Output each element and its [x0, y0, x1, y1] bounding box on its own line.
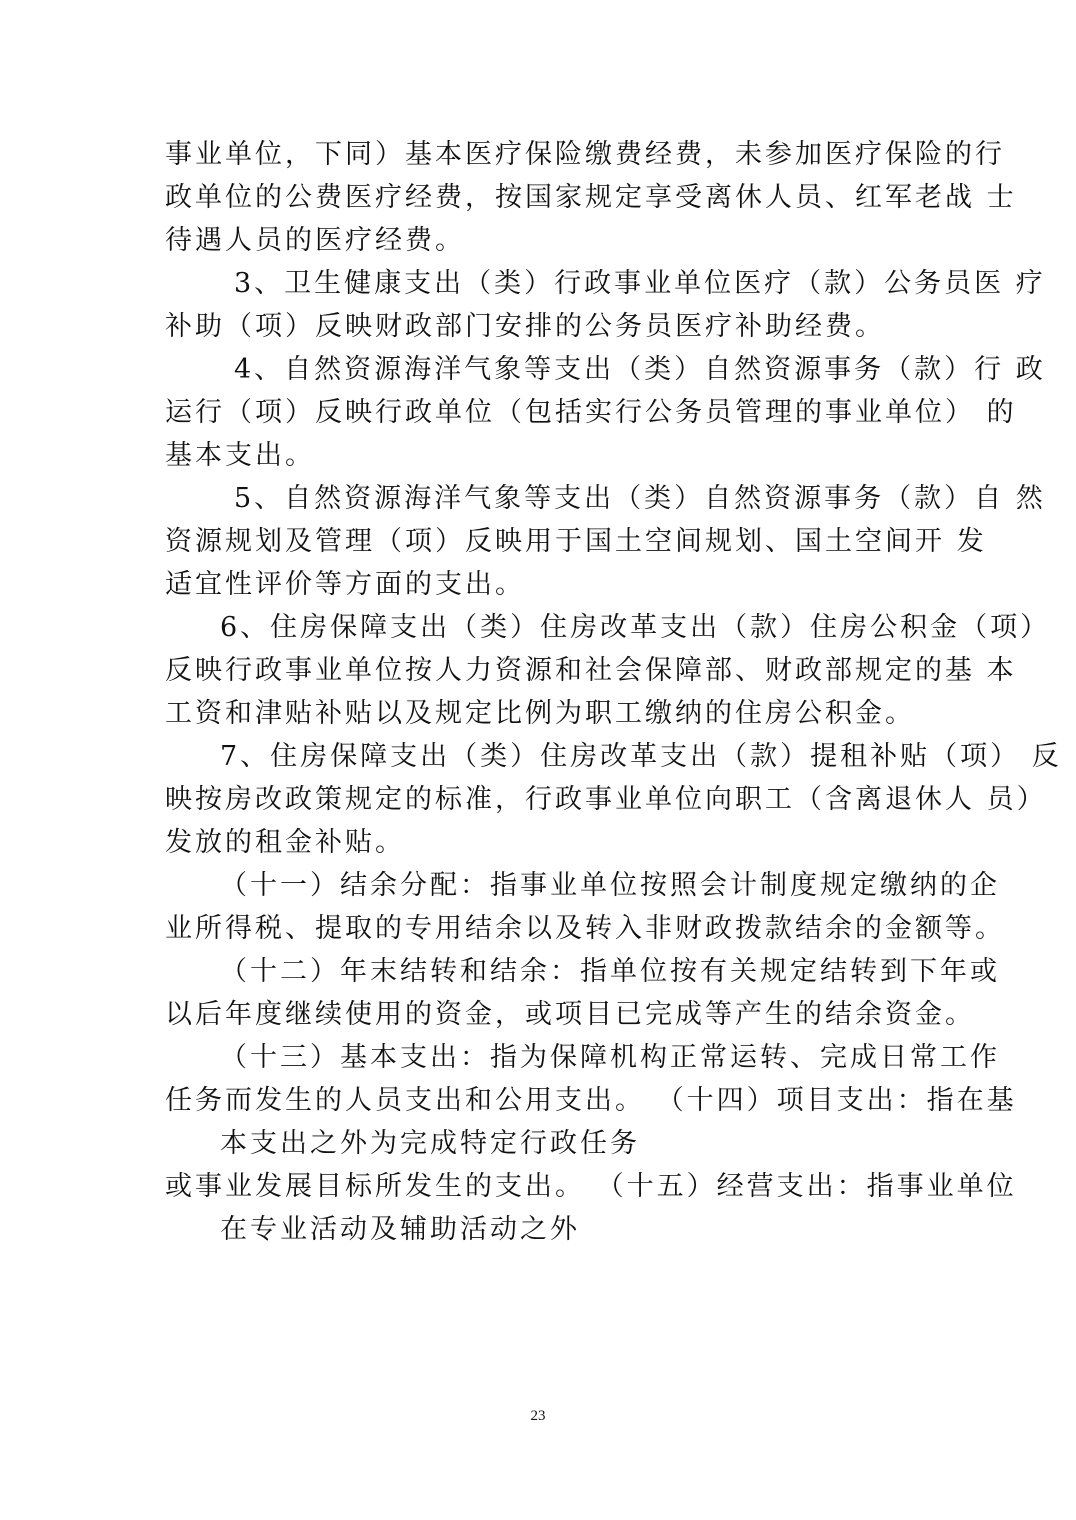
- text-line: 业所得税、提取的专用结余以及转入非财政拨款结余的金额等。: [165, 913, 1005, 944]
- text-line: 6、住房保障支出（类）住房改革支出（款）住房公积金（项）: [220, 612, 1051, 643]
- text-line: （十二）年末结转和结余：指单位按有关规定结转到下年或: [220, 956, 1000, 987]
- text-line: 基本支出。: [165, 440, 315, 471]
- text-line: 或事业发展目标所发生的支出。 （十五）经营支出：指事业单位: [165, 1171, 1017, 1202]
- text-line: 政单位的公费医疗经费，按国家规定享受离休人员、红军老战 士: [165, 182, 1017, 213]
- text-line: 补助（项）反映财政部门安排的公务员医疗补助经费。: [165, 311, 885, 342]
- text-line: 资源规划及管理（项）反映用于国土空间规划、国土空间开 发: [165, 526, 987, 557]
- text-line: 适宜性评价等方面的支出。: [165, 569, 525, 600]
- text-line: 事业单位，下同）基本医疗保险缴费经费，未参加医疗保险的行: [165, 139, 1005, 170]
- text-line: 发放的租金补贴。: [165, 827, 405, 858]
- text-line: 反映行政事业单位按人力资源和社会保障部、财政部规定的基 本: [165, 655, 1017, 686]
- text-line: 待遇人员的医疗经费。: [165, 225, 465, 256]
- text-line: 任务而发生的人员支出和公用支出。 （十四）项目支出：指在基: [165, 1085, 1017, 1116]
- text-line: 7、住房保障支出（类）住房改革支出（款）提租补贴（项） 反: [220, 741, 1062, 772]
- text-line: （十三）基本支出：指为保障机构正常运转、完成日常工作: [220, 1042, 1000, 1073]
- text-line: 工资和津贴补贴以及规定比例为职工缴纳的住房公积金。: [165, 698, 915, 729]
- text-line: （十一）结余分配：指事业单位按照会计制度规定缴纳的企: [220, 870, 1000, 901]
- text-line: 在专业活动及辅助活动之外: [220, 1214, 580, 1245]
- text-line: 本支出之外为完成特定行政任务: [220, 1128, 640, 1159]
- text-line: 映按房改政策规定的标准，行政事业单位向职工（含离退休人 员）: [165, 784, 1047, 815]
- text-line: 3、卫生健康支出（类）行政事业单位医疗（款）公务员医 疗: [234, 268, 1046, 299]
- page-number: 23: [530, 1408, 546, 1424]
- text-line: 以后年度继续使用的资金，或项目已完成等产生的结余资金。: [165, 999, 975, 1030]
- text-line: 运行（项）反映行政单位（包括实行公务员管理的事业单位） 的: [165, 397, 1017, 428]
- text-line: 4、自然资源海洋气象等支出（类）自然资源事务（款）行 政: [234, 354, 1046, 385]
- text-line: 5、自然资源海洋气象等支出（类）自然资源事务（款）自 然: [234, 483, 1046, 514]
